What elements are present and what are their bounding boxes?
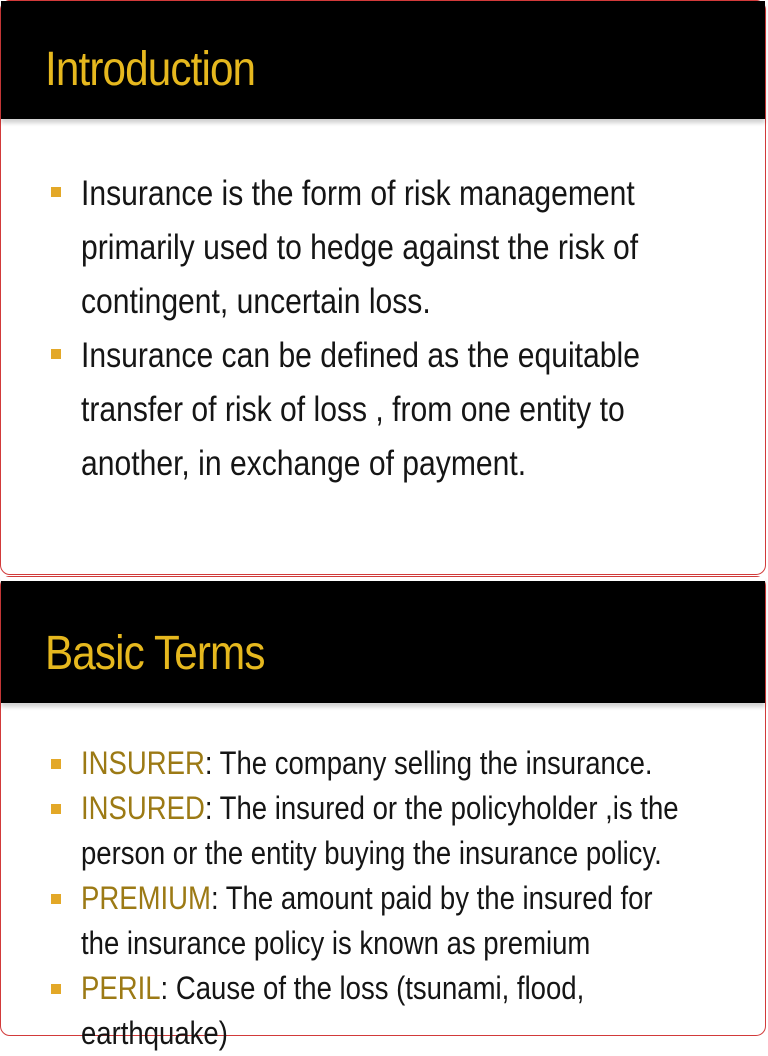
title-bar [1,1,765,119]
bullet-text-line: contingent, uncertain loss. [81,282,431,321]
square-bullet-icon [51,804,61,814]
bullet-item [49,167,765,329]
square-bullet-icon [51,984,61,994]
square-bullet-icon [51,187,61,197]
term-definition: : Cause of the loss (tsunami, flood, [160,970,585,1006]
title-bar [1,577,765,703]
bullet-item-premium [49,876,765,966]
term-label: INSURED [81,790,205,826]
term-definition: : The insured or the policyholder ,is the [204,790,679,826]
bullet-text-line: earthquake) [81,1015,228,1051]
bullet-item-peril [49,966,765,1056]
square-bullet-icon [51,759,61,769]
slide-content [1,703,765,1056]
bullet-item [49,329,765,491]
bullet-text-line [81,966,669,1011]
square-bullet-icon [51,894,61,904]
term-label: INSURER [81,745,205,781]
bullet-text-line: Insurance is the form of risk management [81,174,635,213]
bullet-text-line: another, in exchange of payment. [81,444,527,483]
term-definition: : The amount paid by the insured for [210,880,653,916]
slide-content [1,119,765,491]
bullet-item-insurer [49,741,765,786]
bullet-text-line: primarily used to hedge against the risk of [81,228,639,267]
bullet-text-line: transfer of risk of loss , from one entity to [81,390,625,429]
bullet-text-line: person or the entity buying the insurance policy. [81,835,662,871]
bullet-text-line: the insurance policy is known as premium [81,925,591,961]
slide-title: Basic Terms [45,627,265,680]
term-definition: : The company selling the insurance. [204,745,653,781]
bullet-item-insured [49,786,765,876]
term-label: PERIL [81,970,161,1006]
bullet-text-line [81,876,669,921]
bullet-text-line [81,786,679,831]
slide-title: Introduction [45,43,256,96]
bullet-text-line [81,741,669,786]
term-label: PREMIUM [81,880,211,916]
square-bullet-icon [51,349,61,359]
bullet-text-line: Insurance can be defined as the equitable [81,336,640,375]
slide-basic-terms [0,576,766,1051]
